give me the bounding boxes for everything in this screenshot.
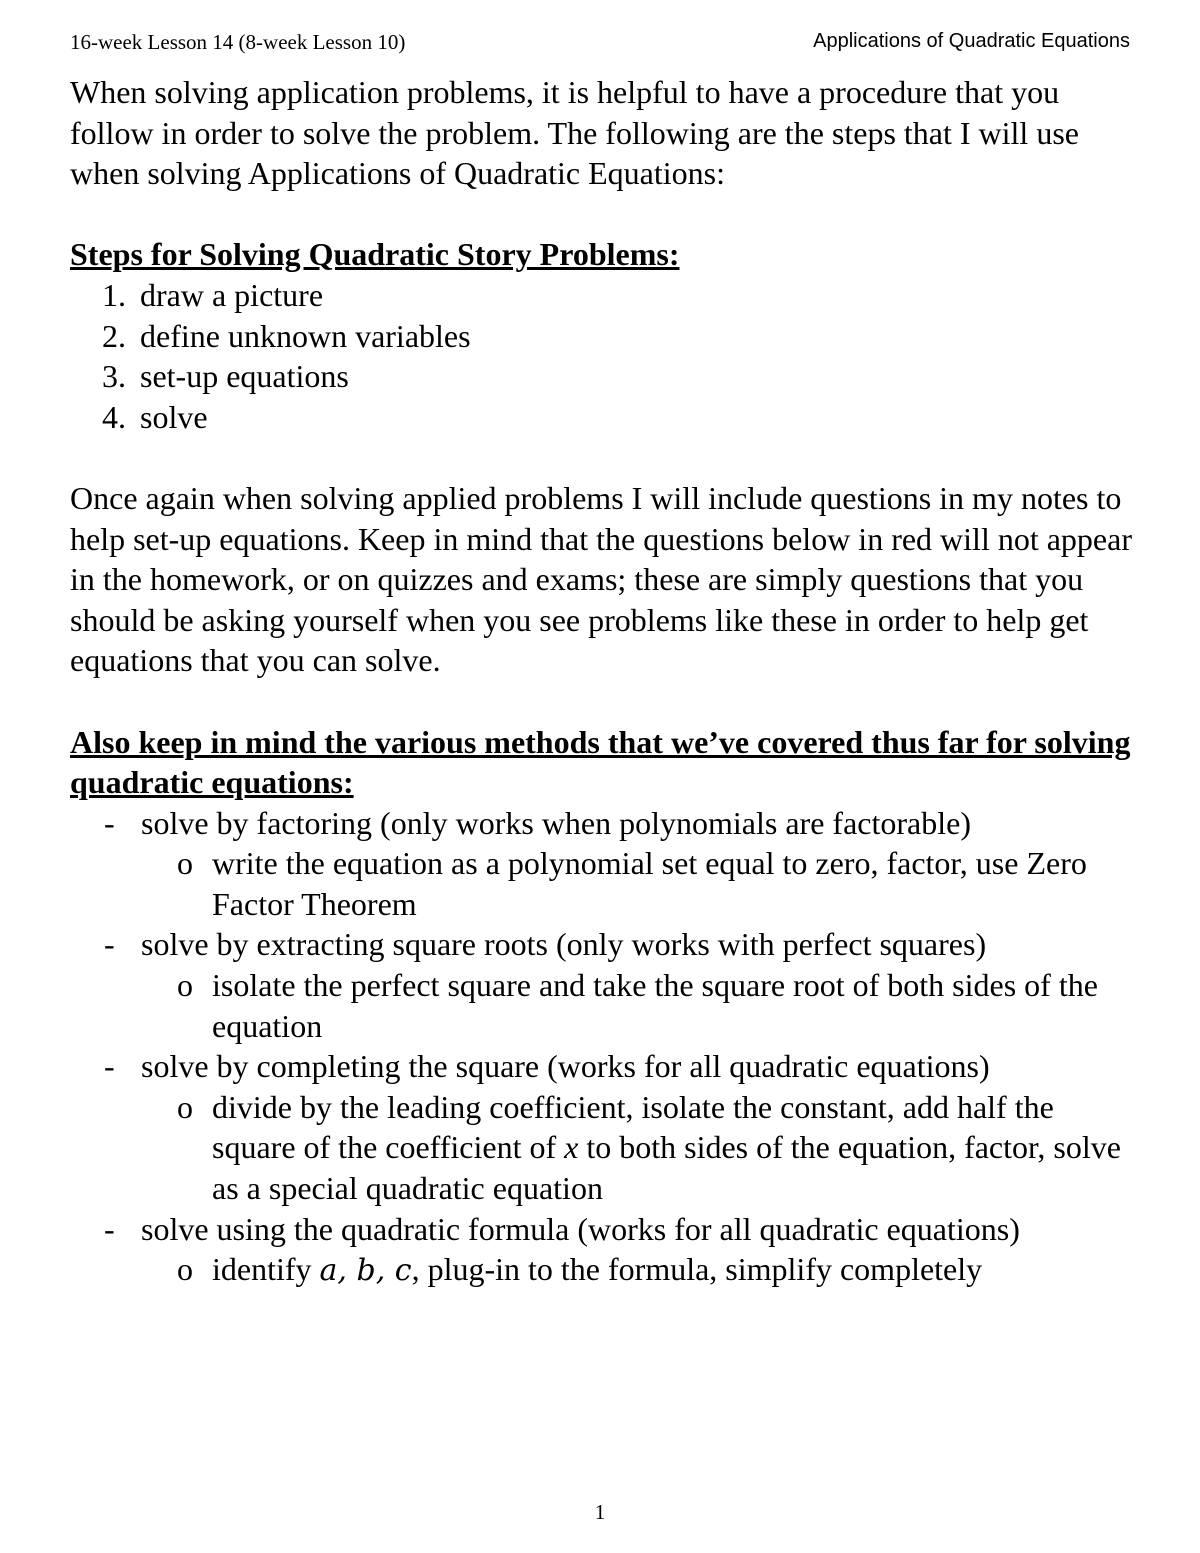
method-text: solve by completing the square (works for all quadratic equations) xyxy=(141,1048,990,1085)
method-detail xyxy=(141,1249,1140,1292)
step-item xyxy=(70,356,1140,397)
document-body xyxy=(70,72,1140,1292)
method-detail-text: isolate the perfect square and take the square root of both sides of the equation xyxy=(212,967,1098,1044)
method-detail xyxy=(141,1087,1140,1209)
step-number: 2. xyxy=(102,317,126,354)
detail-text-after: to both sides of the equation, factor, solve as a special quadratic equation xyxy=(212,1129,1121,1207)
method-item xyxy=(70,1209,1140,1292)
methods-list xyxy=(70,803,1140,1292)
methods-heading: Also keep in mind the various methods that we’ve covered thus far for solving quadratic equations: xyxy=(70,723,1131,801)
method-text: solve by extracting square roots (only works with perfect squares) xyxy=(141,926,987,963)
method-detail-list xyxy=(141,1249,1140,1292)
page-number: 1 xyxy=(594,1500,606,1524)
step-text: define unknown variables xyxy=(140,317,471,354)
detail-text-before: divide by the leading coefficient, isolate the constant, add half the square of the coefficient of xyxy=(212,1088,1054,1166)
detail-text-after: , plug-in to the formula, simplify completely xyxy=(411,1251,983,1288)
method-detail-text xyxy=(212,1089,1121,1206)
steps-list xyxy=(70,275,1140,437)
intro-paragraph: When solving application problems, it is helpful to have a procedure that you follow in order to solve the problem. The following are the steps that I will use when solving Applications of Quadratic Equations: xyxy=(70,74,1079,192)
step-text: set-up equations xyxy=(140,358,349,395)
spacer xyxy=(70,194,1140,235)
notes-paragraph: Once again when solving applied problems I will include questions in my notes to help set-up equations. Keep in mind that the questions below in red will not appear in the homework, or on quizzes and exams; these are simply questions that you should be asking yourself when you see problems like these in order to help get equations that you can solve. xyxy=(70,479,1132,679)
method-detail-text xyxy=(212,1251,982,1287)
method-detail xyxy=(141,965,1140,1046)
method-detail-list xyxy=(141,843,1140,924)
method-text: solve by factoring (only works when polynomials are factorable) xyxy=(141,804,971,841)
circle-bullet-icon: o xyxy=(177,1088,193,1125)
dash-bullet-icon: - xyxy=(104,1048,115,1085)
circle-bullet-icon: o xyxy=(177,1251,193,1288)
page-header xyxy=(70,30,1130,56)
step-number: 1. xyxy=(102,276,126,313)
header-lesson-label: 16-week Lesson 14 (8-week Lesson 10) xyxy=(70,30,406,54)
circle-bullet-icon: o xyxy=(177,967,193,1004)
method-detail xyxy=(141,843,1140,924)
circle-bullet-icon: o xyxy=(177,845,193,882)
math-variables: a, b, c xyxy=(319,1253,412,1289)
step-item xyxy=(70,316,1140,357)
steps-heading: Steps for Solving Quadratic Story Problems: xyxy=(70,236,680,273)
detail-text-before: identify xyxy=(212,1251,320,1288)
method-detail-list xyxy=(141,965,1140,1046)
step-item xyxy=(70,275,1140,316)
dash-bullet-icon: - xyxy=(104,1210,115,1247)
method-detail-text: write the equation as a polynomial set equal to zero, factor, use Zero Factor Theorem xyxy=(212,845,1087,922)
method-item xyxy=(70,803,1140,925)
step-number: 4. xyxy=(102,398,126,435)
math-variable: x xyxy=(564,1129,579,1166)
header-topic-title: Applications of Quadratic Equations xyxy=(813,30,1130,52)
method-text: solve using the quadratic formula (works for all quadratic equations) xyxy=(141,1210,1020,1247)
spacer xyxy=(70,681,1140,722)
method-item xyxy=(70,924,1140,1046)
spacer xyxy=(70,437,1140,478)
step-item xyxy=(70,397,1140,438)
step-number: 3. xyxy=(102,358,126,395)
step-text: solve xyxy=(140,398,208,435)
dash-bullet-icon: - xyxy=(104,926,115,963)
method-detail-list xyxy=(141,1087,1140,1209)
step-text: draw a picture xyxy=(140,276,324,313)
dash-bullet-icon: - xyxy=(104,804,115,841)
method-item xyxy=(70,1046,1140,1208)
